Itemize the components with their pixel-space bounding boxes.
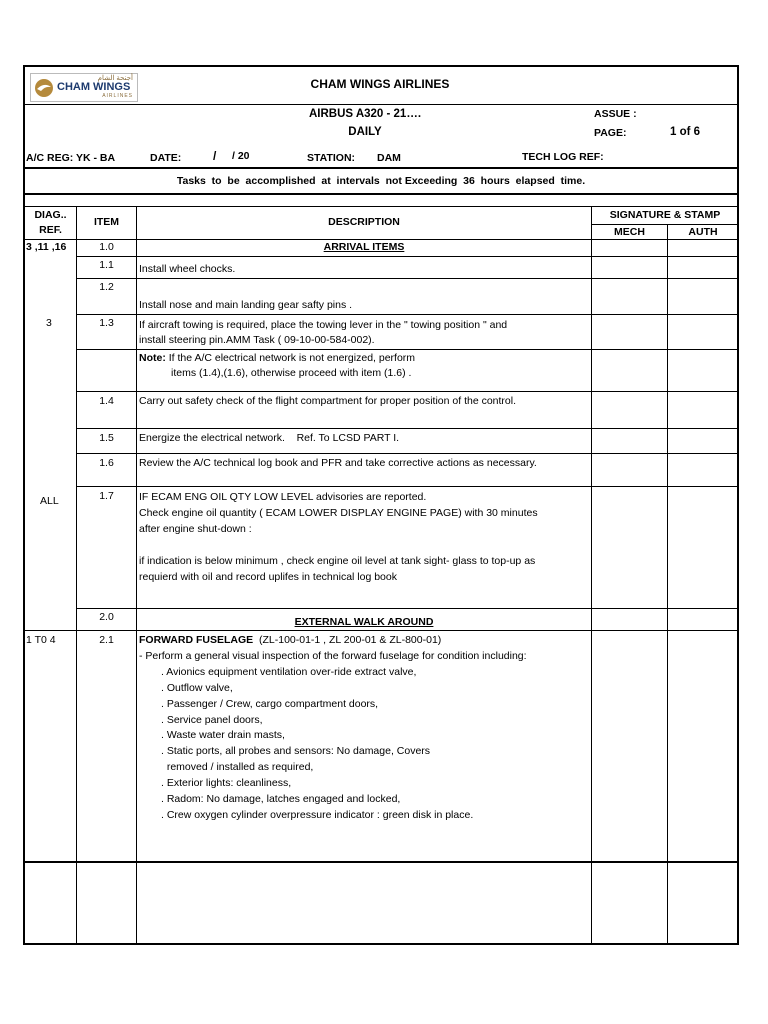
item-description: Energize the electrical network. Ref. To LCSD PART I. — [139, 432, 400, 444]
item-description: Carry out safety check of the flight compartment for proper position of the control. — [139, 395, 517, 407]
diag-ref-header: DIAG.. REF. — [34, 209, 67, 236]
item-description: Review the A/C technical log book and PFR and take corrective actions as necessary. — [139, 457, 537, 469]
page-number: 1 of 6 — [670, 126, 701, 138]
item-description: IF ECAM ENG OIL QTY LOW LEVEL advisories are reported. Check engine oil quantity ( ECAM LOWER DISPLAY ENGINE PAGE) with 30 minutes after engine shut-down : if indication is below minimum , check engine oil level at tank sight- glass to top-up as requierd with oil and record uplifes in technical log book — [139, 491, 538, 583]
item-number: 1.0 — [99, 241, 114, 253]
mech-header: MECH — [614, 226, 645, 238]
row-line-a — [76, 256, 738, 257]
row-line-k — [23, 861, 739, 863]
frame-right — [737, 65, 739, 945]
col-line-4 — [667, 224, 668, 944]
auth-header: AUTH — [688, 226, 718, 238]
item-number: 1.2 — [99, 281, 114, 293]
date-year: / 20 — [232, 150, 250, 162]
airline-title: CHAM WINGS AIRLINES — [310, 77, 450, 91]
section-title: ARRIVAL ITEMS — [323, 241, 405, 253]
date-label: DATE: — [150, 152, 182, 164]
row-line-e — [76, 391, 738, 392]
page-label: PAGE: — [594, 127, 627, 139]
date-slash: / — [213, 149, 217, 163]
row-line-h — [76, 486, 738, 487]
frame-left — [23, 65, 25, 945]
ac-reg: A/C REG: YK - BA — [26, 152, 116, 164]
ref-cell: 3 ,11 ,16 — [26, 241, 67, 253]
header-line-3 — [23, 193, 739, 195]
row-line-g — [76, 453, 738, 454]
item-number: 1.3 — [99, 317, 114, 329]
col-line-2 — [136, 206, 137, 944]
header-line-1 — [23, 104, 739, 105]
interval-note: Tasks to be accomplished at intervals not Exceeding 36 hours elapsed time. — [176, 175, 586, 187]
logo-english: CHAM WINGS — [57, 81, 131, 93]
row-line-f — [76, 428, 738, 429]
table-head-top — [23, 206, 739, 207]
station-label: STATION: — [307, 152, 356, 164]
aircraft-type: AIRBUS A320 - 21…. — [308, 108, 422, 120]
ref-cell: ALL — [40, 495, 59, 507]
station-value: DAM — [377, 152, 401, 164]
item-number: 1.1 — [99, 259, 114, 271]
wings-logo-icon — [34, 78, 54, 98]
item-description: Install wheel chocks. — [139, 263, 236, 275]
item-description: Install nose and main landing gear safty pins . — [139, 299, 353, 311]
signature-header: SIGNATURE & STAMP — [609, 209, 721, 221]
col-line-3 — [591, 206, 592, 944]
row-line-c — [76, 314, 738, 315]
ref-cell: 3 — [46, 317, 52, 329]
logo-arabic: أجنحة الشام — [97, 75, 133, 82]
item-number: 1.5 — [99, 432, 114, 444]
item-description: FORWARD FUSELAGE (ZL-100-01-1 , ZL 200-01 & ZL-800-01) - Perform a general visual inspection of the forward fuselage for condition including: . Avionics equipment ventilation over-ride extract valve, . Outflow valve, . Passenger / Crew, cargo compartment doors, . Service panel doors, . Waste water drain masts, . Static ports, all probes and sensors: No damage, Covers removed / installed as required, . Exterior lights: cleanliness, . Radom: No damage, latches engaged and locked, . Crew oxygen cylinder overpressure indicator : green disk in place. — [139, 634, 527, 821]
company-logo — [30, 73, 138, 102]
issue-label: ASSUE : — [594, 108, 637, 120]
frame-bottom — [23, 943, 739, 945]
description-header: DESCRIPTION — [328, 216, 400, 228]
row-line-b — [76, 278, 738, 279]
row-line-d — [76, 349, 738, 350]
item-number: 1.4 — [99, 395, 114, 407]
item-header: ITEM — [93, 216, 120, 228]
tech-log-label: TECH LOG REF: — [522, 151, 604, 163]
row-line-i — [76, 608, 738, 609]
header-line-2 — [23, 167, 739, 169]
item-number: 1.6 — [99, 457, 114, 469]
logo-sub: AIRLINES — [102, 93, 133, 99]
item-number: 2.1 — [99, 634, 114, 646]
section-title: EXTERNAL WALK AROUND — [294, 616, 434, 628]
item-number: 1.7 — [99, 490, 114, 502]
item-description: If aircraft towing is required, place the towing lever in the " towing position " and install steering pin.AMM Task ( 09-10-00-584-002). — [139, 319, 508, 346]
frame-top — [23, 65, 739, 67]
note-description: Note: If the A/C electrical network is not energized, perform items (1.4),(1.6), otherwise proceed with item (1.6) . — [139, 352, 416, 379]
check-type: DAILY — [348, 126, 382, 138]
item-number: 2.0 — [99, 611, 114, 623]
ref-cell: 1 T0 4 — [26, 634, 56, 646]
row-line-j — [23, 630, 739, 631]
